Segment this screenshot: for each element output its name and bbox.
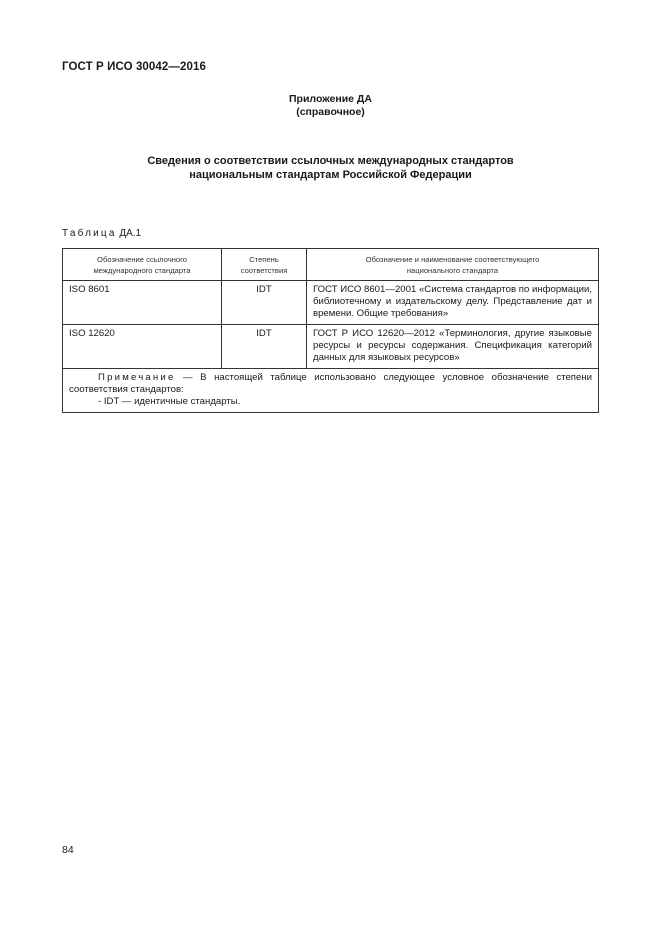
- appendix-subtitle: (справочное): [296, 106, 365, 118]
- header-national-standard: [307, 249, 599, 281]
- document-header: ГОСТ Р ИСО 30042—2016: [62, 61, 207, 73]
- cell-reference: ISO 8601: [63, 281, 222, 325]
- header-national-line2: национального стандарта: [406, 266, 499, 275]
- table-header-row: [63, 249, 599, 281]
- header-reference-line1: Обозначение ссылочного: [97, 255, 187, 264]
- correspondence-table: [62, 248, 599, 413]
- cell-degree: IDT: [222, 281, 307, 325]
- header-reference-line2: международного стандарта: [93, 266, 191, 275]
- cell-degree: IDT: [222, 325, 307, 369]
- table-note-row: [63, 369, 599, 413]
- header-national-line1: Обозначение и наименование соответствующего: [365, 255, 540, 264]
- note-item: [69, 396, 592, 408]
- page-number: 84: [62, 844, 74, 856]
- table-caption-number: ДА.1: [119, 228, 142, 239]
- header-degree-line1: Степень: [249, 255, 279, 264]
- cell-national: ГОСТ ИСО 8601—2001 «Система стандартов по информации, библиотечному и издательскому делу. Представление дат и времени. Общие требования»: [307, 281, 599, 325]
- header-reference-standard: [63, 249, 222, 281]
- appendix-title: Приложение ДА: [289, 93, 372, 105]
- header-degree-line2: соответствия: [240, 266, 288, 275]
- note-text: — В настоящей таблице использовано следующее условное обозначение степени соответствия стандартов:: [69, 372, 592, 395]
- table-caption-label: Таблица: [62, 228, 117, 239]
- table-note: [63, 369, 599, 413]
- note-paragraph: [69, 372, 592, 396]
- table-caption: [62, 228, 141, 239]
- cell-national: ГОСТ Р ИСО 12620—2012 «Терминология, другие языковые ресурсы и ресурсы содержания. Спецификация категорий данных для языковых ресурсов»: [307, 325, 599, 369]
- table-row: [63, 325, 599, 369]
- note-label: Примечание: [98, 372, 176, 383]
- note-item-text: - IDT — идентичные стандарты.: [98, 396, 241, 407]
- section-title-line1: Сведения о соответствии ссылочных международных стандартов: [147, 155, 514, 167]
- table-row: [63, 281, 599, 325]
- header-degree: [222, 249, 307, 281]
- section-title-line2: национальным стандартам Российской Федерации: [189, 169, 472, 181]
- cell-reference: ISO 12620: [63, 325, 222, 369]
